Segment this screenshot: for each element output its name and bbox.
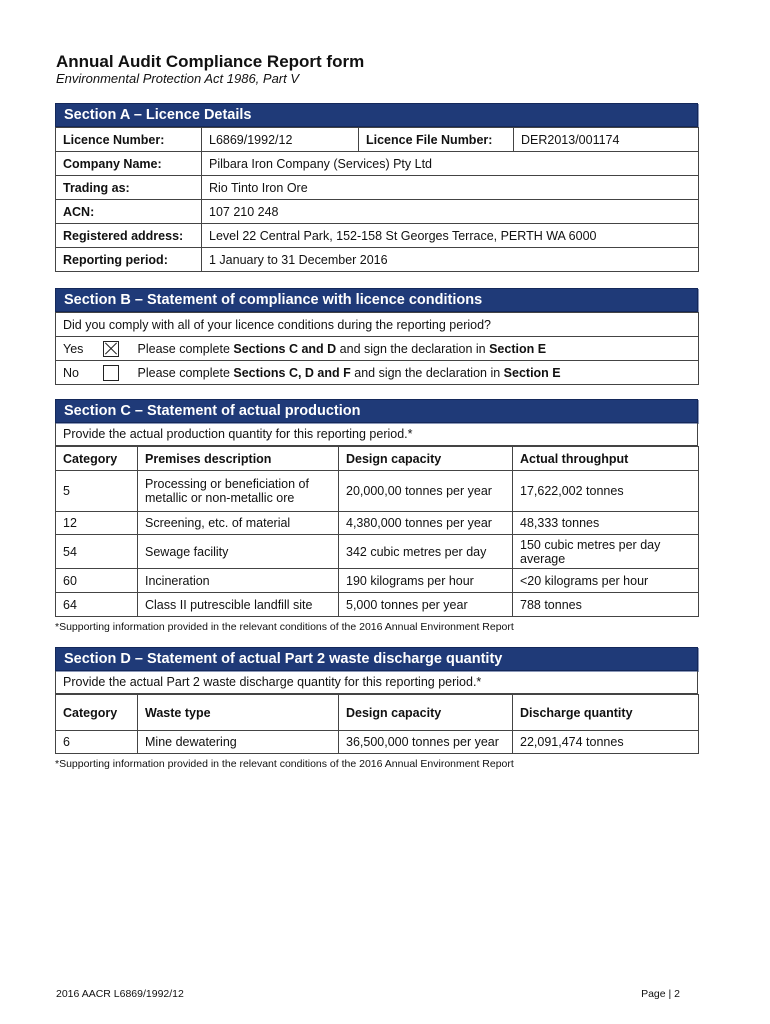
page-subtitle: Environmental Protection Act 1986, Part V bbox=[56, 71, 300, 86]
table-row bbox=[56, 535, 699, 569]
option-no-instruction bbox=[126, 361, 699, 385]
table-row bbox=[56, 176, 699, 200]
table-row bbox=[56, 200, 699, 224]
section-c bbox=[55, 399, 698, 633]
discharge-table bbox=[55, 694, 699, 754]
section-a-heading: Section A – Licence Details bbox=[55, 103, 698, 127]
production-table bbox=[55, 446, 699, 617]
table-row bbox=[56, 471, 699, 512]
production-instruction: Provide the actual production quantity for this reporting period.* bbox=[55, 423, 698, 446]
footer-document-id: 2016 AACR L6869/1992/12 bbox=[56, 988, 184, 1000]
table-row bbox=[56, 224, 699, 248]
field-label: Reporting period: bbox=[56, 248, 202, 272]
licence-file-value: DER2013/001174 bbox=[514, 128, 699, 152]
no-checkbox[interactable] bbox=[103, 365, 119, 381]
cell: <20 kilograms per hour bbox=[513, 569, 699, 593]
field-value: Level 22 Central Park, 152-158 St Georges Terrace, PERTH WA 6000 bbox=[202, 224, 699, 248]
cell: Sewage facility bbox=[138, 535, 339, 569]
table-row bbox=[56, 152, 699, 176]
column-header: Design capacity bbox=[339, 447, 513, 471]
field-value: 107 210 248 bbox=[202, 200, 699, 224]
cell: Processing or beneficiation of metallic or non-metallic ore bbox=[138, 471, 339, 512]
column-header: Category bbox=[56, 695, 138, 731]
option-yes-label: Yes bbox=[56, 337, 96, 361]
instruction-bold: Section E bbox=[503, 365, 561, 380]
instruction-bold: Sections C, D and F bbox=[233, 365, 351, 380]
licence-number-label: Licence Number: bbox=[56, 128, 202, 152]
cell: 20,000,00 tonnes per year bbox=[339, 471, 513, 512]
option-yes-instruction bbox=[126, 337, 699, 361]
cell: Incineration bbox=[138, 569, 339, 593]
licence-number-value: L6869/1992/12 bbox=[202, 128, 359, 152]
cell: 190 kilograms per hour bbox=[339, 569, 513, 593]
cell: 6 bbox=[56, 731, 138, 754]
field-label: ACN: bbox=[56, 200, 202, 224]
licence-file-label: Licence File Number: bbox=[359, 128, 514, 152]
cell: 342 cubic metres per day bbox=[339, 535, 513, 569]
table-row bbox=[56, 248, 699, 272]
instruction-text: and sign the declaration in bbox=[336, 341, 490, 356]
cell: 36,500,000 tonnes per year bbox=[339, 731, 513, 754]
column-header: Waste type bbox=[138, 695, 339, 731]
compliance-table bbox=[55, 312, 699, 385]
yes-checkbox[interactable] bbox=[103, 341, 119, 357]
cell: 54 bbox=[56, 535, 138, 569]
footer-page-number: Page | 2 bbox=[641, 988, 680, 1000]
section-b bbox=[55, 288, 698, 385]
cell: 22,091,474 tonnes bbox=[513, 731, 699, 754]
column-header: Premises description bbox=[138, 447, 339, 471]
instruction-bold: Sections C and D bbox=[233, 341, 337, 356]
table-row bbox=[56, 313, 699, 337]
cell: 64 bbox=[56, 593, 138, 617]
field-value: Pilbara Iron Company (Services) Pty Ltd bbox=[202, 152, 699, 176]
cell: Mine dewatering bbox=[138, 731, 339, 754]
table-row bbox=[56, 593, 699, 617]
column-header: Discharge quantity bbox=[513, 695, 699, 731]
option-no-row bbox=[56, 361, 699, 385]
column-header: Actual throughput bbox=[513, 447, 699, 471]
discharge-instruction: Provide the actual Part 2 waste discharge quantity for this reporting period.* bbox=[55, 671, 698, 694]
section-c-heading: Section C – Statement of actual production bbox=[55, 399, 698, 423]
cell: 788 tonnes bbox=[513, 593, 699, 617]
field-label: Registered address: bbox=[56, 224, 202, 248]
table-row bbox=[56, 731, 699, 754]
cell: 60 bbox=[56, 569, 138, 593]
cell: Screening, etc. of material bbox=[138, 512, 339, 535]
instruction-text: Please complete bbox=[137, 341, 234, 356]
field-label: Company Name: bbox=[56, 152, 202, 176]
cell: 17,622,002 tonnes bbox=[513, 471, 699, 512]
table-header-row bbox=[56, 695, 699, 731]
cell: 5 bbox=[56, 471, 138, 512]
footnote: *Supporting information provided in the relevant conditions of the 2016 Annual Environment Report bbox=[55, 758, 514, 770]
option-no-label: No bbox=[56, 361, 96, 385]
page-title: Annual Audit Compliance Report form bbox=[56, 52, 365, 71]
table-row bbox=[56, 569, 699, 593]
section-d bbox=[55, 647, 698, 770]
section-d-heading: Section D – Statement of actual Part 2 waste discharge quantity bbox=[55, 647, 698, 671]
cell: 150 cubic metres per day average bbox=[513, 535, 699, 569]
field-value: Rio Tinto Iron Ore bbox=[202, 176, 699, 200]
cell: 5,000 tonnes per year bbox=[339, 593, 513, 617]
table-row bbox=[56, 128, 699, 152]
table-header-row bbox=[56, 447, 699, 471]
footnote: *Supporting information provided in the relevant conditions of the 2016 Annual Environment Report bbox=[55, 621, 514, 633]
cell: Class II putrescible landfill site bbox=[138, 593, 339, 617]
field-label: Trading as: bbox=[56, 176, 202, 200]
section-b-heading: Section B – Statement of compliance with licence conditions bbox=[55, 288, 698, 312]
column-header: Category bbox=[56, 447, 138, 471]
instruction-text: and sign the declaration in bbox=[350, 365, 504, 380]
instruction-text: Please complete bbox=[137, 365, 234, 380]
cell: 12 bbox=[56, 512, 138, 535]
section-a bbox=[55, 103, 698, 272]
column-header: Design capacity bbox=[339, 695, 513, 731]
cell: 48,333 tonnes bbox=[513, 512, 699, 535]
instruction-bold: Section E bbox=[489, 341, 547, 356]
field-value: 1 January to 31 December 2016 bbox=[202, 248, 699, 272]
cell: 4,380,000 tonnes per year bbox=[339, 512, 513, 535]
option-yes-row bbox=[56, 337, 699, 361]
compliance-question: Did you comply with all of your licence conditions during the reporting period? bbox=[56, 313, 699, 337]
licence-details-table bbox=[55, 127, 699, 272]
table-row bbox=[56, 512, 699, 535]
